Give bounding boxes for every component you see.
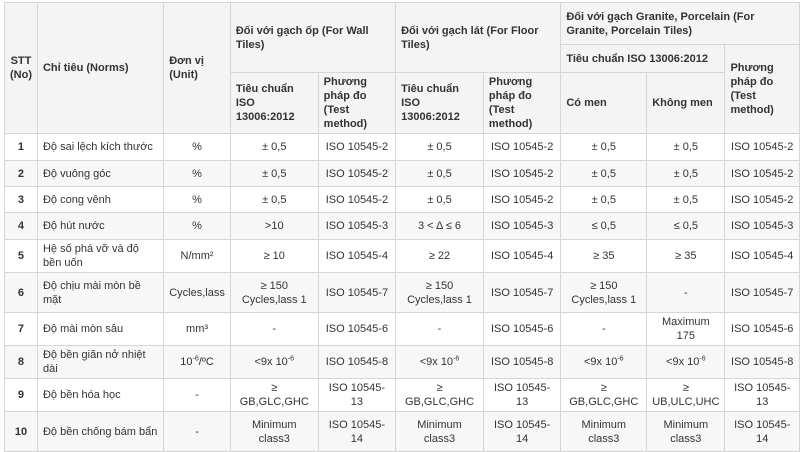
floor-standard: 3 < Δ ≤ 6 [396,213,484,240]
floor-standard: Minimum class3 [396,412,484,452]
floor-standard: ± 0,5 [396,161,484,187]
glazed-value: ≥ 150 Cycles,lass 1 [561,273,647,313]
table-row [5,313,800,346]
floor-standard: ≥ 22 [396,240,484,273]
row-number: 2 [5,161,38,187]
floor-standard: - [396,313,484,346]
header-granite-method: Phương pháp đo (Test method) [725,45,800,134]
glazed-value: ± 0,5 [561,134,647,161]
granite-method: ISO 10545-13 [725,379,800,412]
unglazed-value: Maximum 175 [647,313,725,346]
wall-standard: ± 0,5 [230,134,318,161]
wall-standard: ≥ 10 [230,240,318,273]
row-norm: Độ cong vênh [37,187,163,213]
header-floor-iso: Tiêu chuẩn ISO 13006:2012 [396,73,484,134]
row-number: 7 [5,313,38,346]
row-norm: Hệ số phá vỡ và độ bền uốn [37,240,163,273]
floor-standard: ≥ GB,GLC,GHC [396,379,484,412]
floor-standard: ≥ 150 Cycles,lass 1 [396,273,484,313]
row-norm: Độ sai lệch kích thước [37,134,163,161]
row-norm: Độ bền hóa học [37,379,163,412]
wall-standard: ± 0,5 [230,187,318,213]
unglazed-value: ± 0,5 [647,134,725,161]
row-norm: Độ bền chống bám bẩn [37,412,163,452]
row-unit: - [164,412,231,452]
value-base: <9x 10 [584,356,618,368]
row-unit: mm³ [164,313,231,346]
floor-method: ISO 10545-13 [483,379,560,412]
unglazed-value: ± 0,5 [647,187,725,213]
table-row [5,213,800,240]
row-number: 1 [5,134,38,161]
header-wall-method: Phương pháp đo (Test method) [318,73,395,134]
value-base: <9x 10 [254,356,288,368]
wall-standard: - [230,313,318,346]
granite-method: ISO 10545-2 [725,187,800,213]
table-row [5,273,800,313]
table-header [5,3,800,134]
header-norms: Chỉ tiêu (Norms) [37,3,163,134]
row-unit: % [164,161,231,187]
unglazed-value: ± 0,5 [647,161,725,187]
table-row [5,412,800,452]
granite-method: ISO 10545-6 [725,313,800,346]
unglazed-value: - [647,273,725,313]
granite-method: ISO 10545-14 [725,412,800,452]
unglazed-value [647,346,725,379]
row-unit: % [164,187,231,213]
specs-table [4,2,800,452]
row-norm: Độ chịu mài mòn bề mặt [37,273,163,313]
wall-method: ISO 10545-13 [318,379,395,412]
floor-standard: ± 0,5 [396,134,484,161]
table-row [5,240,800,273]
floor-method: ISO 10545-2 [483,134,560,161]
row-number: 9 [5,379,38,412]
glazed-value: ≤ 0,5 [561,213,647,240]
table-row [5,379,800,412]
wall-method: ISO 10545-7 [318,273,395,313]
row-norm: Độ vuông góc [37,161,163,187]
header-unglazed: Không men [647,73,725,134]
row-number: 6 [5,273,38,313]
table-row [5,134,800,161]
row-norm: Độ mài mòn sâu [37,313,163,346]
wall-method: ISO 10545-3 [318,213,395,240]
glazed-value: - [561,313,647,346]
wall-standard [230,346,318,379]
row-unit: % [164,213,231,240]
granite-method: ISO 10545-3 [725,213,800,240]
wall-standard: ≥ GB,GLC,GHC [230,379,318,412]
floor-method: ISO 10545-3 [483,213,560,240]
unglazed-value: ≤ 0,5 [647,213,725,240]
wall-method: ISO 10545-14 [318,412,395,452]
header-wall-iso: Tiêu chuẩn ISO 13006:2012 [230,73,318,134]
row-number: 8 [5,346,38,379]
wall-method: ISO 10545-8 [318,346,395,379]
header-floor-tiles: Đối với gạch lát (For Floor Tiles) [396,3,561,73]
wall-method: ISO 10545-2 [318,134,395,161]
row-unit: % [164,134,231,161]
wall-method: ISO 10545-4 [318,240,395,273]
unit-exponent: -6 [192,355,199,363]
row-number: 3 [5,187,38,213]
granite-method: ISO 10545-2 [725,161,800,187]
granite-method: ISO 10545-4 [725,240,800,273]
table-body [5,134,800,452]
glazed-value: Minimum class3 [561,412,647,452]
granite-method: ISO 10545-8 [725,346,800,379]
unit-tail: /ºC [198,356,214,368]
glazed-value: ≥ 35 [561,240,647,273]
floor-method: ISO 10545-2 [483,187,560,213]
wall-method: ISO 10545-2 [318,161,395,187]
unit-base: 10 [180,356,193,368]
value-exponent: -6 [617,355,624,363]
floor-method: ISO 10545-14 [483,412,560,452]
row-number: 5 [5,240,38,273]
value-exponent: -6 [453,355,460,363]
header-granite-tiles: Đối với gạch Granite, Porcelain (For Granite, Porcelain Tiles) [561,3,800,45]
floor-method: ISO 10545-6 [483,313,560,346]
glazed-value [561,346,647,379]
row-unit: Cycles,lass [164,273,231,313]
wall-method: ISO 10545-2 [318,187,395,213]
header-floor-method: Phương pháp đo (Test method) [483,73,560,134]
floor-standard: ± 0,5 [396,187,484,213]
granite-method: ISO 10545-7 [725,273,800,313]
wall-standard: ≥ 150 Cycles,lass 1 [230,273,318,313]
table-row [5,161,800,187]
row-unit [164,346,231,379]
header-stt: STT (No) [5,3,38,134]
glazed-value: ± 0,5 [561,187,647,213]
header-unit: Đơn vị (Unit) [164,3,231,134]
glazed-value: ± 0,5 [561,161,647,187]
wall-standard: ± 0,5 [230,161,318,187]
row-number: 4 [5,213,38,240]
floor-method: ISO 10545-8 [483,346,560,379]
header-glazed: Có men [561,73,647,134]
table-row [5,187,800,213]
row-norm: Độ hút nước [37,213,163,240]
value-exponent: -6 [699,355,706,363]
wall-standard: Minimum class3 [230,412,318,452]
floor-standard [396,346,484,379]
table-row [5,346,800,379]
header-wall-tiles: Đối với gạch ốp (For Wall Tiles) [230,3,395,73]
row-unit: - [164,379,231,412]
value-base: <9x 10 [666,356,700,368]
floor-method: ISO 10545-2 [483,161,560,187]
glazed-value: ≥ GB,GLC,GHC [561,379,647,412]
unglazed-value: Minimum class3 [647,412,725,452]
granite-method: ISO 10545-2 [725,134,800,161]
value-exponent: -6 [287,355,295,363]
wall-method: ISO 10545-6 [318,313,395,346]
row-norm: Độ bền giãn nở nhiệt dài [37,346,163,379]
floor-method: ISO 10545-7 [483,273,560,313]
header-granite-iso: Tiêu chuẩn ISO 13006:2012 [561,45,725,73]
wall-standard: >10 [230,213,318,240]
row-unit: N/mm² [164,240,231,273]
floor-method: ISO 10545-4 [483,240,560,273]
value-base: <9x 10 [419,356,454,368]
unglazed-value: ≥ 35 [647,240,725,273]
unglazed-value: ≥ UB,ULC,UHC [647,379,725,412]
row-number: 10 [5,412,38,452]
